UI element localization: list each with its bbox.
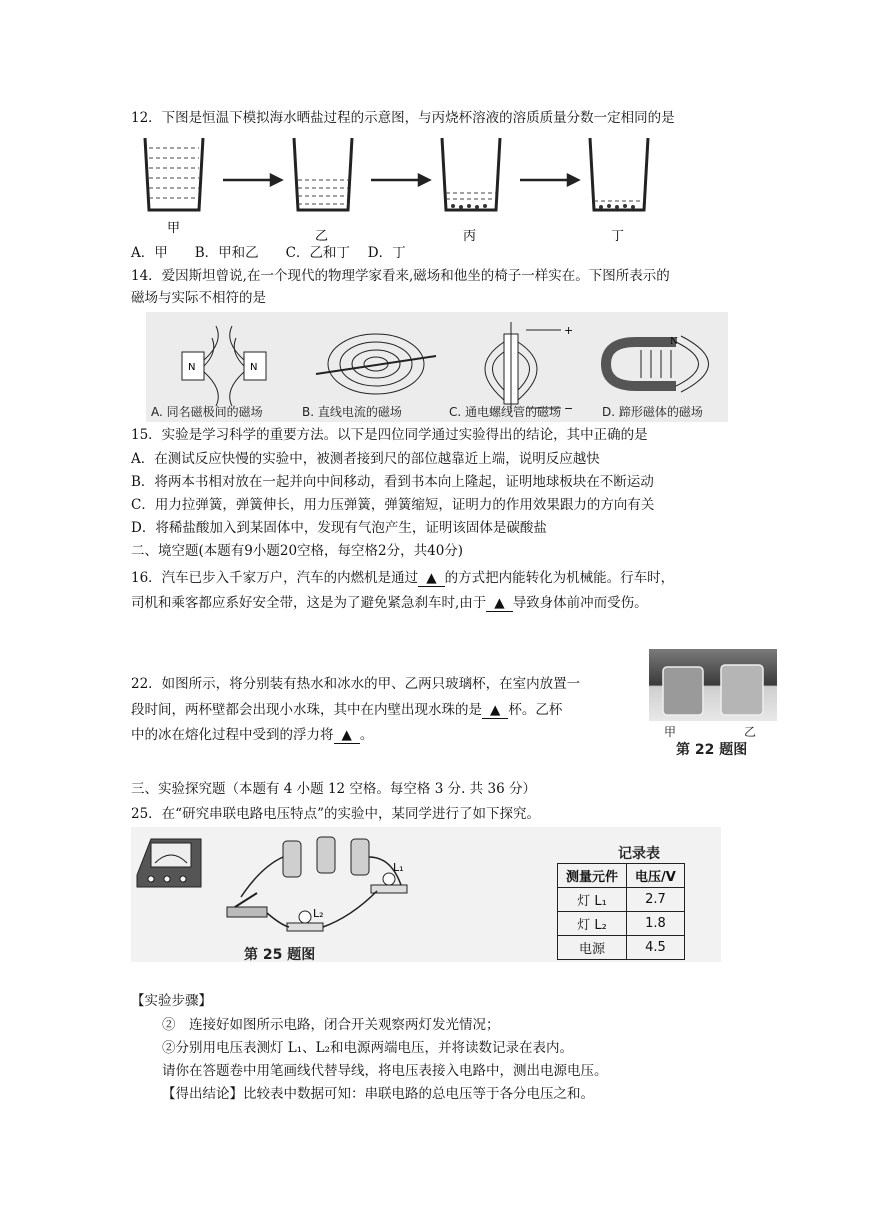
header-voltage: 电压/V bbox=[627, 864, 685, 888]
lamp1-label: L₁ bbox=[393, 861, 404, 874]
q16-blank-2: ▲ bbox=[486, 595, 512, 612]
q16-line-1: 16．汽车已步入千家万户，汽车的内燃机是通过 ▲ 的方式把内能转化为机械能。行车时， bbox=[131, 570, 675, 586]
record-table bbox=[557, 863, 685, 960]
beaker-label-yi: 乙 bbox=[315, 229, 329, 244]
step-1: ② 连接好如图所示电路，闭合开关观察两灯发光情况； bbox=[162, 1017, 500, 1033]
q15-option-d: D．将稀盐酸加入到某固体中，发现有气泡产生，证明该固体是碳酸盐 bbox=[131, 520, 547, 536]
svg-text:N: N bbox=[250, 362, 258, 373]
q22-line-2: 段时间，两杯壁都会出现小水珠，其中在内壁出现水珠的是 ▲ 杯。乙杯 bbox=[131, 702, 563, 718]
caption-c: C. 通电螺线管的磁场 bbox=[449, 405, 562, 419]
q25-stem: 25．在“研究串联电路电压特点”的实验中，某同学进行了如下探究。 bbox=[131, 806, 540, 822]
svg-text:N: N bbox=[670, 337, 678, 347]
caption-b: B. 直线电流的磁场 bbox=[302, 405, 402, 419]
table-row: 灯 L₂ 1.8 bbox=[558, 912, 685, 936]
q22-line-3: 中的冰在熔化过程中受到的浮力将 ▲ 。 bbox=[131, 727, 374, 743]
q15-option-c: C．用力拉弹簧，弹簧伸长，用力压弹簧，弹簧缩短，证明力的作用效果跟力的方向有关 bbox=[131, 497, 655, 513]
q22-figure-caption: 第 22 题图 bbox=[676, 742, 748, 758]
q16-blank-1: ▲ bbox=[418, 570, 444, 587]
q14-stem-2: 磁场与实际不相符的是 bbox=[131, 290, 266, 306]
q22-glass-cups-photo bbox=[649, 649, 777, 721]
q25-figure-caption: 第 25 题图 bbox=[244, 947, 316, 963]
section-3-heading: 三、实验探究题（本题有 4 小题 12 空格。每空格 3 分. 共 36 分） bbox=[131, 781, 536, 797]
lamp2-label: L₂ bbox=[313, 907, 324, 920]
q15-option-a: A．在测试反应快慢的实验中，被测者接到尺的部位越靠近上端，说明反应越快 bbox=[131, 451, 600, 467]
steps-title: 【实验步骤】 bbox=[131, 993, 212, 1009]
q12-stem: 12．下图是恒温下模拟海水晒盐过程的示意图，与丙烧杯溶液的溶质质量分数一定相同的是 bbox=[131, 110, 675, 126]
q22-blank-2: ▲ bbox=[334, 727, 360, 744]
beaker-label-jia: 甲 bbox=[167, 221, 181, 236]
table-row: 电源 4.5 bbox=[558, 936, 685, 960]
q22-cup-label-yi: 乙 bbox=[744, 725, 757, 739]
record-table-title: 记录表 bbox=[618, 846, 660, 862]
q14-stem-1: 14．爱因斯坦曾说,在一个现代的物理学家看来,磁场和他坐的椅子一样实在。下图所表示的 bbox=[131, 268, 670, 284]
beaker-yi bbox=[294, 138, 352, 210]
section-2-heading: 二、境空题(本题有9小题20空格，每空格2分，共40分) bbox=[131, 543, 464, 559]
q22-blank-1: ▲ bbox=[482, 702, 508, 719]
step-2: ②分别用电压表测灯 L₁、L₂和电源两端电压，并将读数记录在表内。 bbox=[162, 1040, 574, 1056]
caption-a: A. 同名磁极间的磁场 bbox=[151, 405, 263, 419]
header-component: 测量元件 bbox=[558, 864, 627, 888]
q15-option-b: B．将两本书相对放在一起并向中间移动，看到书本向上隆起，证明地球板块在不断运动 bbox=[131, 474, 654, 490]
beaker-label-bing: 丙 bbox=[463, 229, 477, 244]
svg-text:N: N bbox=[188, 362, 196, 373]
svg-text:−: − bbox=[564, 402, 574, 415]
q15-stem: 15．实验是学习科学的重要方法。以下是四位同学通过实验得出的结论，其中正确的是 bbox=[131, 427, 648, 443]
q12-arrows bbox=[223, 175, 578, 185]
step-3: 请你在答题卷中用笔画线代替导线，将电压表接入电路中，测出电源电压。 bbox=[162, 1063, 608, 1079]
conclusion: 【得出结论】比较表中数据可知：串联电路的总电压等于各分电压之和。 bbox=[162, 1086, 594, 1102]
battery-pack bbox=[283, 837, 369, 877]
q22-line-1: 22．如图所示，将分别装有热水和冰水的甲、乙两只玻璃杯，在室内放置一 bbox=[131, 676, 581, 692]
q22-cup-label-jia: 甲 bbox=[664, 725, 677, 739]
q12-options: A．甲 B．甲和乙 C．乙和丁 D．丁 bbox=[131, 245, 406, 261]
caption-d: D. 蹄形磁体的磁场 bbox=[602, 405, 703, 419]
beaker-label-ding: 丁 bbox=[611, 229, 625, 244]
table-header-row bbox=[558, 864, 685, 888]
q16-line-2: 司机和乘客都应系好安全带，这是为了避免紧急刹车时,由于 ▲ 导致身体前冲而受伤。 bbox=[131, 595, 648, 611]
beaker-ding bbox=[590, 138, 648, 210]
svg-text:+: + bbox=[564, 324, 574, 337]
q12-beaker-figure bbox=[131, 130, 691, 245]
beaker-jia bbox=[145, 138, 203, 210]
table-row: 灯 L₁ 2.7 bbox=[558, 888, 685, 912]
